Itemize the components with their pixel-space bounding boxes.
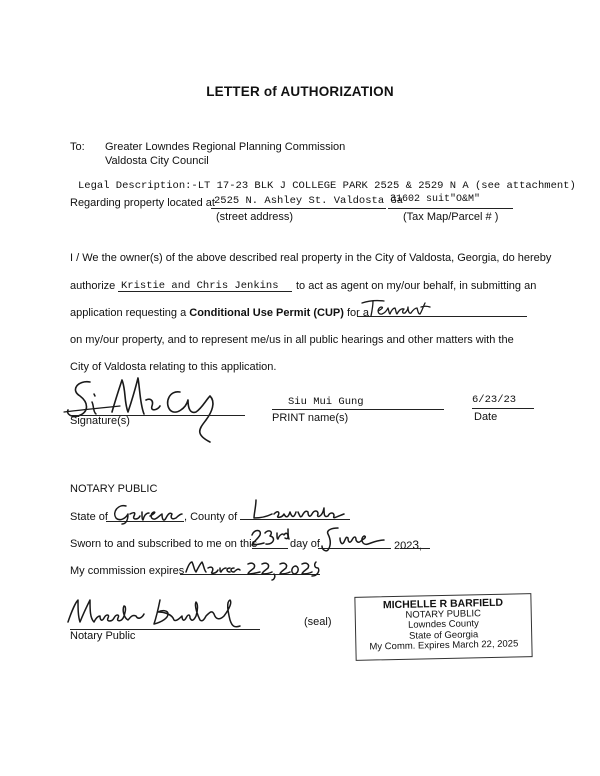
print-name-label: PRINT name(s) bbox=[272, 412, 349, 424]
agent-name: Kristie and Chris Jenkins bbox=[121, 280, 279, 292]
seal-label: (seal) bbox=[304, 616, 332, 628]
year-suffix: 3 bbox=[412, 538, 420, 552]
year-label: 2023, bbox=[394, 538, 423, 552]
handwritten-day bbox=[250, 525, 290, 549]
legal-description-label: Legal Description: bbox=[78, 180, 192, 192]
recipient-line-2: Valdosta City Council bbox=[105, 155, 209, 167]
handwritten-commission-date bbox=[182, 556, 322, 586]
authorization-line-5: City of Valdosta relating to this application. bbox=[70, 361, 277, 373]
stamp-line-4: My Comm. Expires March 22, 2025 bbox=[369, 638, 519, 653]
legal-description bbox=[78, 180, 576, 192]
application-for: for a bbox=[346, 307, 369, 319]
day-label: day of bbox=[290, 538, 320, 550]
application-prefix: application requesting a bbox=[70, 307, 187, 319]
address-caption: (street address) bbox=[216, 211, 294, 223]
commission-label: My commission expires bbox=[70, 565, 185, 577]
stamp-line-1: NOTARY PUBLIC bbox=[405, 607, 482, 621]
authorize-label: authorize bbox=[70, 280, 116, 292]
signature-label: Signature(s) bbox=[70, 415, 130, 427]
handwritten-state bbox=[110, 500, 190, 526]
sworn-label: Sworn to and subscribed to me on this bbox=[70, 538, 258, 550]
handwritten-use bbox=[360, 295, 440, 319]
signature-date-label: Date bbox=[474, 411, 498, 423]
owner-signature bbox=[60, 372, 250, 452]
handwritten-county bbox=[250, 498, 350, 522]
permit-type: Conditional Use Permit (CUP) bbox=[189, 307, 344, 319]
authorization-line-2: to act as agent on my/our behalf, in submitting an bbox=[296, 280, 537, 292]
authorization-line-1: I / We the owner(s) of the above described real property in the City of Valdosta, Georgia, do hereby bbox=[70, 252, 552, 264]
authorization-line-4: on my/our property, and to represent me/us in all public hearings and other matters with the bbox=[70, 334, 514, 346]
property-prefix: Regarding property located at bbox=[70, 197, 215, 209]
stamp-line-3: State of Georgia bbox=[408, 629, 479, 642]
property-address: 2525 N. Ashley St. Valdosta Ga bbox=[214, 195, 404, 207]
state-label: State of bbox=[70, 511, 108, 523]
recipient-line-1: Greater Lowndes Regional Planning Commission bbox=[105, 141, 346, 153]
property-parcel: 31602 suit"O&M" bbox=[390, 194, 481, 205]
handwritten-month bbox=[318, 526, 388, 554]
stamp-name: MICHELLE R BARFIELD bbox=[382, 596, 504, 612]
legal-description-value: -LT 17-23 BLK J COLLEGE PARK 2525 & 2529 N A (see attachment) bbox=[191, 180, 576, 192]
stamp-line-2: Lowndes County bbox=[407, 618, 479, 631]
notary-heading: NOTARY PUBLIC bbox=[70, 483, 158, 495]
notary-public-label: Notary Public bbox=[70, 630, 136, 642]
signature-date-value: 6/23/23 bbox=[472, 394, 517, 406]
notary-stamp bbox=[354, 593, 532, 661]
year-prefix: 202 bbox=[394, 540, 413, 552]
application-text bbox=[70, 307, 369, 319]
page-title: LETTER of AUTHORIZATION bbox=[206, 84, 394, 99]
parcel-caption: (Tax Map/Parcel # ) bbox=[403, 211, 499, 223]
county-label: , County of bbox=[184, 511, 238, 523]
print-name-value: Siu Mui Gung bbox=[288, 396, 364, 408]
to-label: To: bbox=[70, 141, 85, 153]
